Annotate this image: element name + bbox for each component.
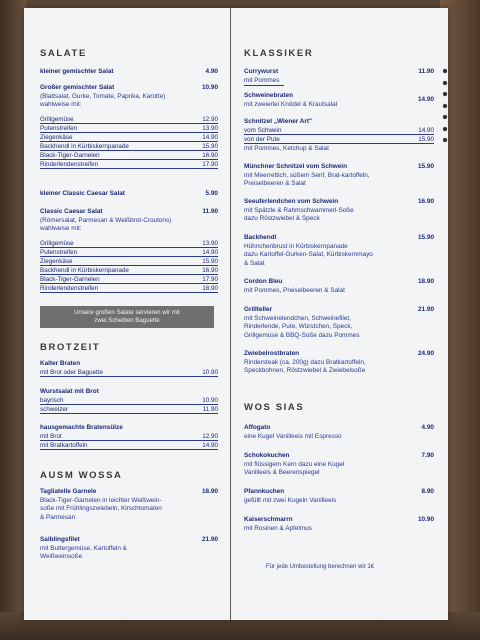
topping-price: 15.90 — [202, 258, 218, 265]
item-name: hausgemachte Bratensülze — [40, 424, 123, 431]
item-price: 16.90 — [418, 198, 434, 205]
topping-price: 14.90 — [202, 134, 218, 141]
item-desc: mit Pommes — [244, 77, 284, 87]
option-price: 10.90 — [202, 369, 218, 376]
topping-row — [40, 285, 218, 293]
topping-label: Putenstreifen — [40, 249, 78, 256]
binding-ring-icon — [442, 68, 448, 74]
item-name: Affogato — [244, 424, 271, 431]
topping-row — [40, 240, 218, 248]
banner-line: Unsere großen Salate servieren wir mit — [74, 309, 180, 316]
option-row — [244, 127, 434, 135]
item-name: Kaiserschmarrn — [244, 516, 293, 523]
menu-sheet — [24, 8, 448, 620]
option-price: 12.90 — [202, 433, 218, 440]
item-desc: dazu Röstzwiebel & Speck — [244, 215, 320, 223]
item-desc: dazu Kartoffel-Gurken-Salat, Kürbiskernmayo — [244, 251, 373, 259]
item-name: Cordon Bleu — [244, 278, 283, 285]
menu-item-caesar — [40, 208, 218, 234]
option-label: mit Bratkartoffeln — [40, 442, 88, 449]
binding-ring-icon — [442, 114, 448, 120]
item-name: Currywurst — [244, 68, 279, 75]
menu-item-cordon-bleu — [244, 278, 434, 295]
item-price: 14.90 — [418, 96, 434, 103]
topping-row — [40, 267, 218, 275]
item-desc: Speckbohnen, Röstzwiebel & Zwiebelsoße — [244, 367, 366, 375]
topping-row — [40, 134, 218, 142]
item-desc: mit zweierlei Knödel & Krautsalat — [244, 100, 338, 108]
item-desc: Rinderlende, Pute, Würstchen, Speck, — [244, 323, 353, 331]
option-label: vom Schwein — [244, 127, 282, 134]
item-desc: Black-Tiger-Garnelen in leichter Weißwein- — [40, 496, 162, 504]
topping-row — [40, 125, 218, 133]
item-desc: (Blattsalat, Gurke, Tomate, Paprika, Karotte) — [40, 92, 166, 100]
item-price: 11.90 — [202, 208, 218, 215]
topping-label: Rinderlendenstreifen — [40, 161, 99, 168]
topping-label: Black-Tiger-Garnelen — [40, 152, 100, 159]
topping-price: 17.90 — [202, 161, 218, 168]
topping-label: Ziegenkäse — [40, 258, 73, 265]
binding-ring-icon — [442, 126, 448, 132]
topping-price: 13.90 — [202, 240, 218, 247]
menu-item-seeuferlendchen — [244, 198, 434, 224]
menu-item-zwiebelrostbraten — [244, 350, 434, 376]
menu-item-grosser-salat — [40, 84, 218, 110]
section-title-salate: SALATE — [40, 48, 87, 59]
section-title-brotzeit: BROTZEIT — [40, 342, 101, 353]
menu-item-kalter-braten — [40, 360, 218, 369]
option-label: schweizer — [40, 406, 68, 413]
binding-ring-icon — [442, 91, 448, 97]
item-name: Kalter Braten — [40, 360, 81, 367]
item-name: kleiner gemischter Salat — [40, 68, 114, 75]
item-desc: mit Meerrettich, süßem Senf, Brat-kartoffeln, — [244, 171, 370, 179]
spiral-binding — [442, 68, 452, 149]
item-desc: gefüllt mit zwei Kugeln Vanilleeis — [244, 496, 337, 504]
menu-item-tagliatelle — [40, 488, 218, 522]
topping-row — [40, 249, 218, 257]
binding-ring-icon — [442, 137, 448, 143]
topping-row — [40, 258, 218, 266]
item-price: 24.90 — [418, 350, 434, 357]
item-name: Grillteller — [244, 306, 273, 313]
section-title-klassiker: KLASSIKER — [244, 48, 314, 59]
topping-label: Grillgemüse — [40, 240, 74, 247]
option-row — [244, 136, 434, 144]
wood-background-left — [0, 0, 26, 640]
item-desc: mit Pommes, Preiselbeeren & Salat — [244, 286, 345, 294]
item-desc: mit Buttergemüse, Kartoffeln & — [40, 544, 127, 552]
item-desc: Hühnchenbrust in Kürbiskernpanade — [244, 242, 348, 250]
item-name: Münchner Schnitzel vom Schwein — [244, 163, 347, 170]
item-name: kleiner Classic Caesar Salat — [40, 190, 125, 197]
option-price: 14.90 — [418, 127, 434, 134]
item-name: Pfannkuchen — [244, 488, 285, 495]
section-title-ausm-wossa: AUSM WOSSA — [40, 470, 123, 481]
salad-banner — [40, 306, 214, 328]
item-name: Backhendl — [244, 234, 277, 241]
menu-item-schweinebraten — [244, 92, 434, 109]
item-desc: mit Rosinen & Apfelmus — [244, 524, 312, 532]
menu-item-grillteller — [244, 306, 434, 340]
footnote-rebooking: Für jede Umbestellung berechnen wir 1€ — [266, 564, 375, 570]
option-price: 10.90 — [202, 397, 218, 404]
menu-item-backhendl — [244, 234, 434, 268]
topping-price: 13.90 — [202, 125, 218, 132]
item-desc: Preiselbeeren & Salat — [244, 180, 306, 188]
item-price: 5.90 — [205, 190, 218, 197]
item-desc: Weißweinsoße — [40, 553, 83, 561]
topping-price: 15.90 — [202, 143, 218, 150]
menu-item-pfannkuchen — [244, 488, 434, 505]
menu-item-wurstsalat — [40, 388, 218, 397]
option-row — [40, 397, 218, 405]
menu-item-kleiner-caesar — [40, 190, 218, 199]
topping-row — [40, 143, 218, 151]
topping-price: 16.90 — [202, 152, 218, 159]
item-price: 8.90 — [421, 488, 434, 495]
section-title-wos-sias: WOS SIAS — [244, 402, 305, 413]
item-price: 18.90 — [418, 278, 434, 285]
item-name: Tagliatelle Garnele — [40, 488, 97, 495]
topping-price: 16.90 — [202, 267, 218, 274]
topping-label: Ziegenkäse — [40, 134, 73, 141]
topping-price: 14.90 — [202, 249, 218, 256]
item-price: 15.90 — [418, 163, 434, 170]
item-desc: Rindersteak (ca. 200g) dazu Bratkartoffeln, — [244, 358, 366, 366]
item-price: 18.90 — [202, 488, 218, 495]
binding-ring-icon — [442, 103, 448, 109]
item-price: 11.90 — [418, 68, 434, 75]
item-desc: (Römersalat, Parmesan & Weißbrot-Croutons) — [40, 216, 172, 224]
item-name: Großer gemischter Salat — [40, 84, 115, 91]
item-desc: mit Spätzle & Rahmschwammerl-Soße — [244, 206, 354, 214]
topping-label: Putenstreifen — [40, 125, 78, 132]
option-row — [40, 433, 218, 441]
item-price: 21.90 — [418, 306, 434, 313]
item-desc: soße mit Frühlingszwiebeln, Kirschtomaten — [40, 505, 162, 513]
item-name: Zwiebelrostbraten — [244, 350, 300, 357]
option-label: bayrisch — [40, 397, 64, 404]
topping-row — [40, 276, 218, 284]
topping-label: Backhendl in Kürbiskernpanade — [40, 267, 129, 274]
topping-label: Grillgemüse — [40, 116, 74, 123]
menu-item-kaiserschmarrn — [244, 516, 434, 533]
item-price: 4.90 — [421, 424, 434, 431]
menu-item-saibling — [40, 536, 218, 562]
topping-label: Backhendl in Kürbiskernpanade — [40, 143, 129, 150]
item-price: 7.90 — [421, 452, 434, 459]
item-choice-label: wahlweise mit: — [40, 225, 82, 233]
topping-price: 18.90 — [202, 285, 218, 292]
item-name: Seeuferlendchen vom Schwein — [244, 198, 339, 205]
topping-row — [40, 116, 218, 124]
topping-label: Black-Tiger-Garnelen — [40, 276, 100, 283]
topping-price: 12.90 — [202, 116, 218, 123]
item-name: Schokokuchen — [244, 452, 290, 459]
item-desc: eine Kugel Vanilleeis mit Espresso — [244, 432, 342, 440]
item-desc: Grillgemüse & BBQ-Soße dazu Pommes — [244, 331, 360, 339]
menu-item-affogato — [244, 424, 434, 441]
topping-row — [40, 161, 218, 169]
menu-item-schnitzel — [244, 118, 434, 127]
item-choice-label: wahlweise mit: — [40, 101, 82, 109]
option-label: mit Brot oder Baguette — [40, 369, 104, 376]
item-desc: mit flüssigem Kern dazu eine Kugel — [244, 460, 345, 468]
option-label: von der Pute — [244, 136, 280, 143]
item-desc: mit Schweinelendchen, Schweinefilet, — [244, 314, 351, 322]
column-divider — [230, 8, 231, 620]
item-price: 10.90 — [418, 516, 434, 523]
item-name: Schnitzel „Wiener Art" — [244, 118, 313, 125]
item-price: 15.90 — [418, 234, 434, 241]
item-desc: & Salat — [244, 259, 265, 267]
item-desc: Vanilleeis & Beerenspiegel — [244, 469, 320, 477]
topping-label: Rinderlendenstreifen — [40, 285, 99, 292]
menu-item-kleiner-salat — [40, 68, 218, 77]
item-name: Saiblingsfilet — [40, 536, 80, 543]
option-label: mit Brot — [40, 433, 62, 440]
option-price: 14.90 — [202, 442, 218, 449]
item-price: 4.90 — [205, 68, 218, 75]
item-price: 10.90 — [202, 84, 218, 91]
item-desc: mit Pommes, Ketchup & Salat — [244, 145, 329, 152]
topping-price: 17.90 — [202, 276, 218, 283]
menu-item-schnitzel-desc — [244, 145, 434, 154]
topping-row — [40, 152, 218, 160]
binding-ring-icon — [442, 80, 448, 86]
menu-item-schokokuchen — [244, 452, 434, 478]
item-price: 21.90 — [202, 536, 218, 543]
option-row — [40, 442, 218, 450]
menu-item-currywurst — [244, 68, 434, 86]
item-name: Wurstsalat mit Brot — [40, 388, 99, 395]
item-name: Classic Caesar Salat — [40, 208, 103, 215]
banner-line: zwei Scheiben Baguette — [94, 317, 160, 324]
item-desc: & Parmesan — [40, 513, 76, 521]
option-price: 15.90 — [418, 136, 434, 143]
item-name: Schweinebraten — [244, 92, 294, 99]
menu-item-bratensulze — [40, 424, 218, 433]
option-row — [40, 369, 218, 377]
menu-item-muenchner-schnitzel — [244, 163, 434, 189]
option-price: 11.90 — [202, 406, 218, 413]
option-row — [40, 406, 218, 414]
